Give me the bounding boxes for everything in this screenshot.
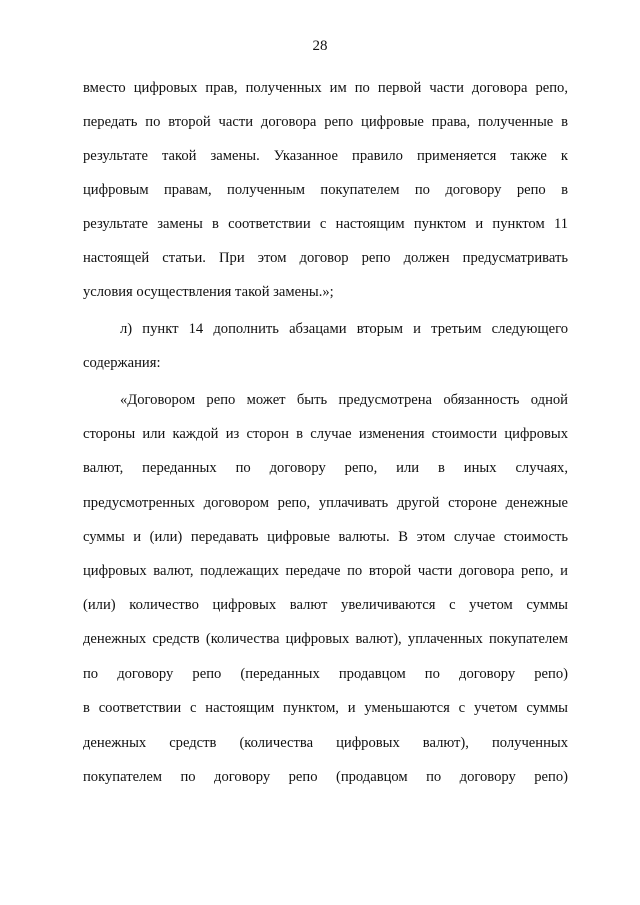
text-line: содержания: xyxy=(83,355,161,371)
page-number: 28 xyxy=(312,38,328,54)
text-line: стороны или каждой из сторон в случае изменения стоимости цифровых xyxy=(83,426,568,442)
text-line: результате такой замены. Указанное правило применяется также к xyxy=(83,148,568,164)
text-line: «Договором репо может быть предусмотрена обязанность одной xyxy=(120,392,568,408)
text-line: денежных средств (количества цифровых валют), полученных xyxy=(83,735,568,751)
text-line: в соответствии с настоящим пунктом, и уменьшаются с учетом суммы xyxy=(83,700,568,716)
text-line: условия осуществления такой замены.»; xyxy=(83,284,334,300)
text-line: предусмотренных договором репо, уплачивать другой стороне денежные xyxy=(83,495,568,511)
text-line: цифровым правам, полученным покупателем по договору репо в xyxy=(83,182,568,198)
text-line: результате замены в соответствии с настоящим пунктом и пунктом 11 xyxy=(83,216,568,232)
text-line: суммы и (или) передавать цифровые валюты. В этом случае стоимость xyxy=(83,529,568,545)
text-line: настоящей статьи. При этом договор репо должен предусматривать xyxy=(83,250,568,266)
text-line: валют, переданных по договору репо, или в иных случаях, xyxy=(83,460,568,476)
text-line: (или) количество цифровых валют увеличиваются с учетом суммы xyxy=(83,597,568,613)
text-line: покупателем по договору репо (продавцом по договору репо) xyxy=(83,769,568,785)
text-line: л) пункт 14 дополнить абзацами вторым и третьим следующего xyxy=(120,321,568,337)
text-line: передать по второй части договора репо цифровые права, полученные в xyxy=(83,114,568,130)
text-line: цифровых валют, подлежащих передаче по второй части договора репо, и xyxy=(83,563,568,579)
text-line: по договору репо (переданных продавцом по договору репо) xyxy=(83,666,568,682)
text-line: денежных средств (количества цифровых валют), уплаченных покупателем xyxy=(83,631,568,647)
text-line: вместо цифровых прав, полученных им по первой части договора репо, xyxy=(83,80,568,96)
